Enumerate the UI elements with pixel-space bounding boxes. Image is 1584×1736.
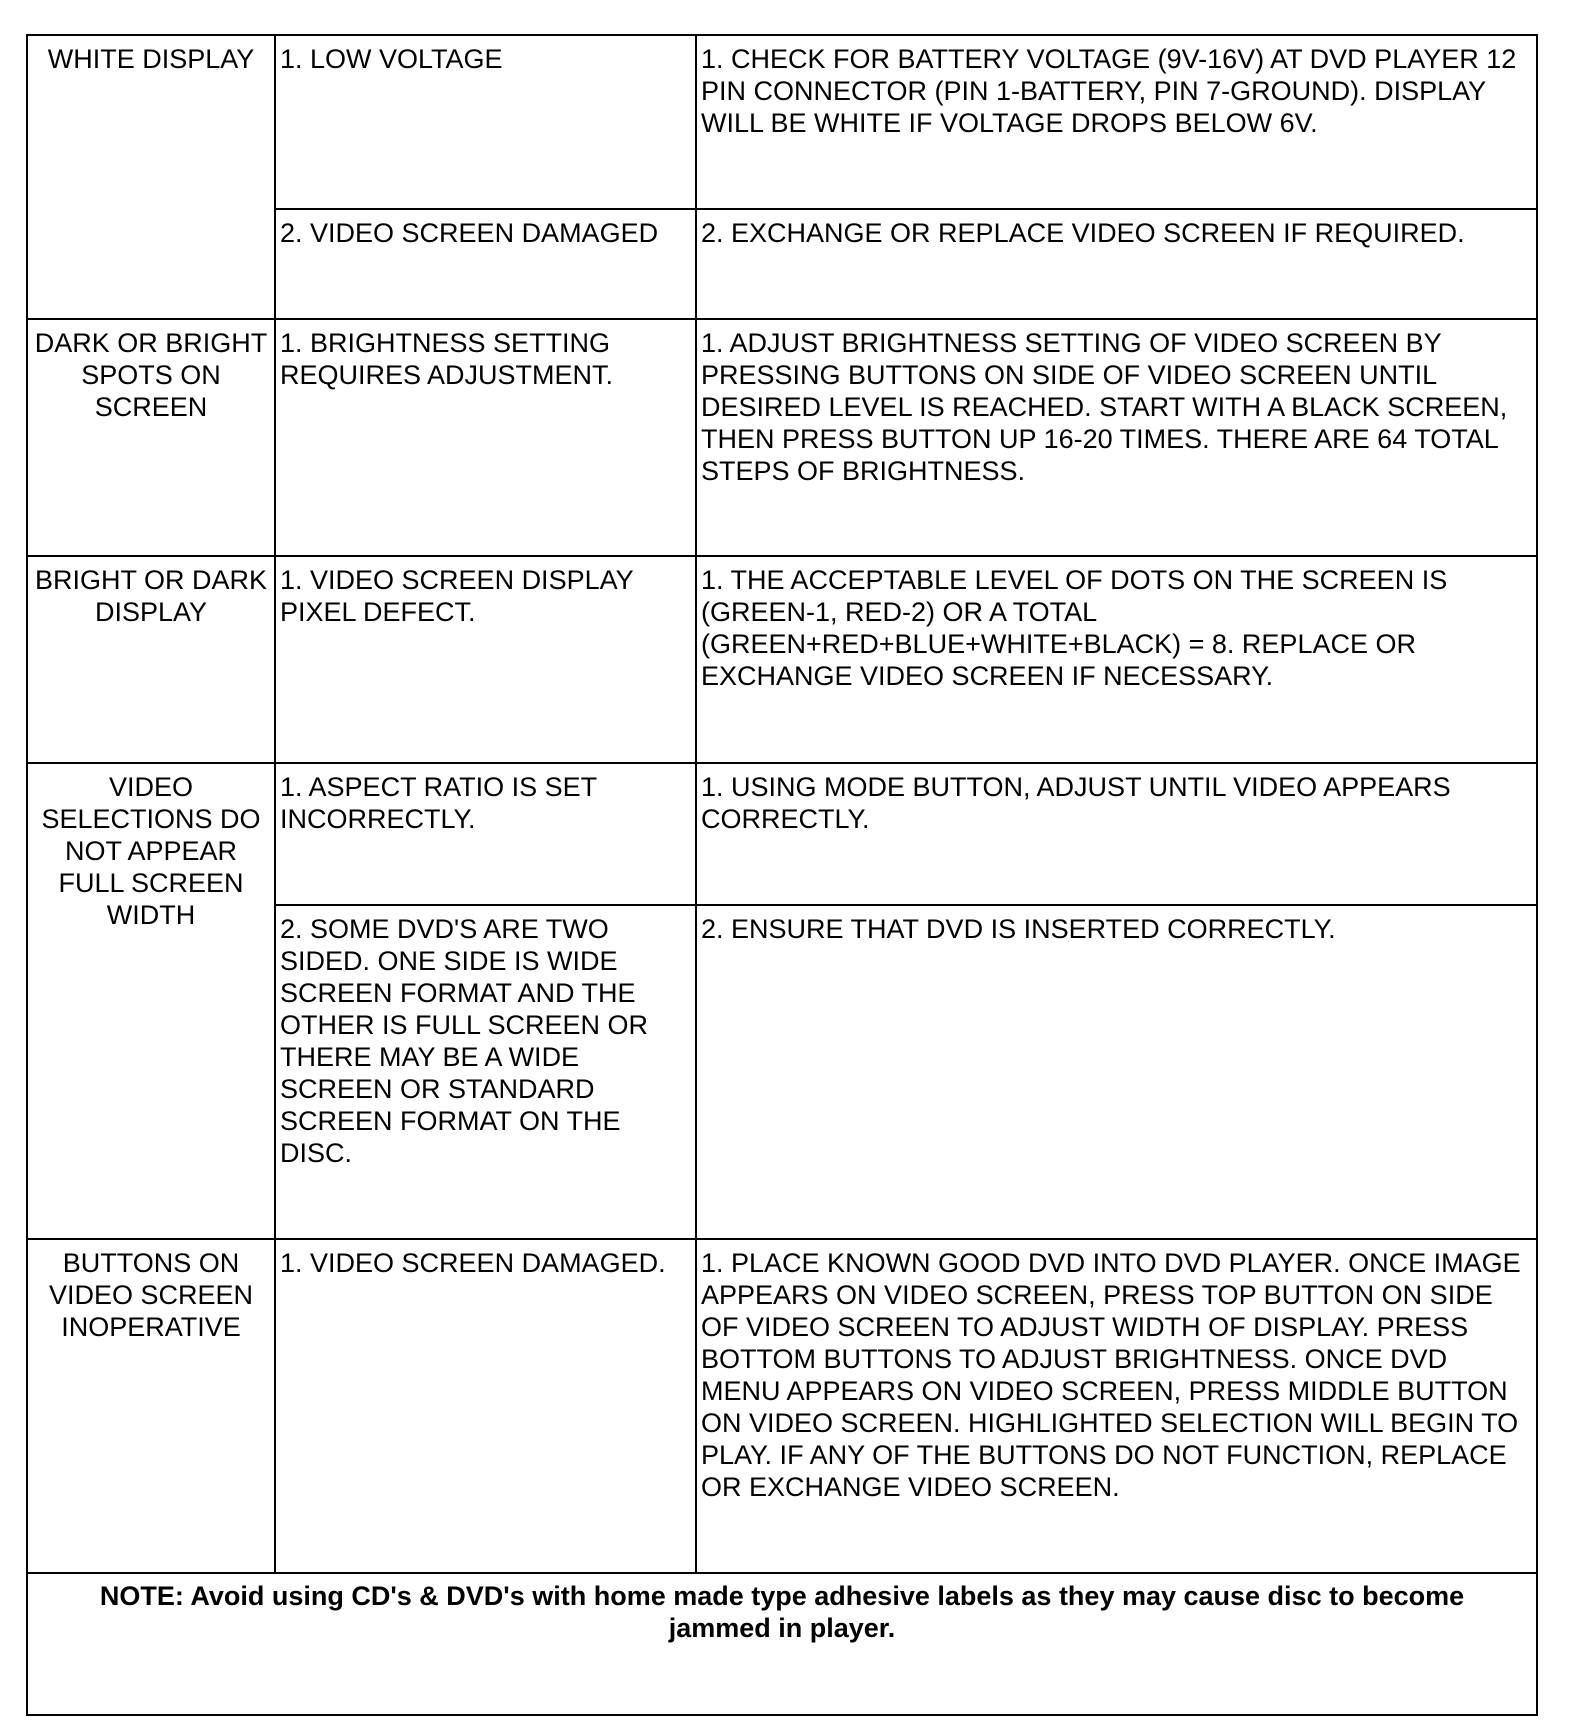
symptom-cell: BUTTONS ON VIDEO SCREEN INOPERATIVE: [27, 1239, 275, 1573]
cause-cell: 1. VIDEO SCREEN DAMAGED.: [275, 1239, 696, 1573]
cause-cell: 1. VIDEO SCREEN DISPLAY PIXEL DEFECT.: [275, 556, 696, 763]
table-row: [27, 35, 1537, 209]
table-row: [27, 556, 1537, 763]
table-row: [27, 763, 1537, 905]
cause-cell: 1. ASPECT RATIO IS SET INCORRECTLY.: [275, 763, 696, 905]
correction-cell: 1. PLACE KNOWN GOOD DVD INTO DVD PLAYER. ONCE IMAGE APPEARS ON VIDEO SCREEN, PRESS TOP BUTTON ON SIDE OF VIDEO SCREEN TO ADJUST WIDTH OF DISPLAY. PRESS BOTTOM BUTTONS TO ADJUST BRIGHTNESS. ONCE DVD MENU APPEARS ON VIDEO SCREEN, PRESS MIDDLE BUTTON ON VIDEO SCREEN. HIGHLIGHTED SELECTION WILL BEGIN TO PLAY. IF ANY OF THE BUTTONS DO NOT FUNCTION, REPLACE OR EXCHANGE VIDEO SCREEN.: [696, 1239, 1537, 1573]
cause-cell: 2. SOME DVD'S ARE TWO SIDED. ONE SIDE IS WIDE SCREEN FORMAT AND THE OTHER IS FULL SCREEN OR THERE MAY BE A WIDE SCREEN OR STANDARD SCREEN FORMAT ON THE DISC.: [275, 905, 696, 1239]
cause-cell: 2. VIDEO SCREEN DAMAGED: [275, 209, 696, 319]
correction-cell: 1. THE ACCEPTABLE LEVEL OF DOTS ON THE SCREEN IS (GREEN-1, RED-2) OR A TOTAL (GREEN+RED+BLUE+WHITE+BLACK) = 8. REPLACE OR EXCHANGE VIDEO SCREEN IF NECESSARY.: [696, 556, 1537, 763]
correction-cell: 1. ADJUST BRIGHTNESS SETTING OF VIDEO SCREEN BY PRESSING BUTTONS ON SIDE OF VIDEO SCREEN UNTIL DESIRED LEVEL IS REACHED. START WITH A BLACK SCREEN, THEN PRESS BUTTON UP 16-20 TIMES. THERE ARE 64 TOTAL STEPS OF BRIGHTNESS.: [696, 319, 1537, 556]
symptom-cell: DARK OR BRIGHT SPOTS ON SCREEN: [27, 319, 275, 556]
correction-cell: 1. CHECK FOR BATTERY VOLTAGE (9V-16V) AT DVD PLAYER 12 PIN CONNECTOR (PIN 1-BATTERY, PIN 7-GROUND). DISPLAY WILL BE WHITE IF VOLTAGE DROPS BELOW 6V.: [696, 35, 1537, 209]
correction-cell: 1. USING MODE BUTTON, ADJUST UNTIL VIDEO APPEARS CORRECTLY.: [696, 763, 1537, 905]
symptom-cell: BRIGHT OR DARK DISPLAY: [27, 556, 275, 763]
symptom-cell: VIDEO SELECTIONS DO NOT APPEAR FULL SCREEN WIDTH: [27, 763, 275, 1239]
symptom-cell: WHITE DISPLAY: [27, 35, 275, 319]
note-text: NOTE: Avoid using CD's & DVD's with home made type adhesive labels as they may cause disc to become jammed in player.: [27, 1573, 1537, 1715]
cause-cell: 1. BRIGHTNESS SETTING REQUIRES ADJUSTMENT.: [275, 319, 696, 556]
troubleshooting-table: [26, 34, 1538, 1716]
table-row: [27, 1239, 1537, 1573]
note-row: [27, 1573, 1537, 1715]
correction-cell: 2. ENSURE THAT DVD IS INSERTED CORRECTLY.: [696, 905, 1537, 1239]
table-row: [27, 319, 1537, 556]
correction-cell: 2. EXCHANGE OR REPLACE VIDEO SCREEN IF REQUIRED.: [696, 209, 1537, 319]
cause-cell: 1. LOW VOLTAGE: [275, 35, 696, 209]
